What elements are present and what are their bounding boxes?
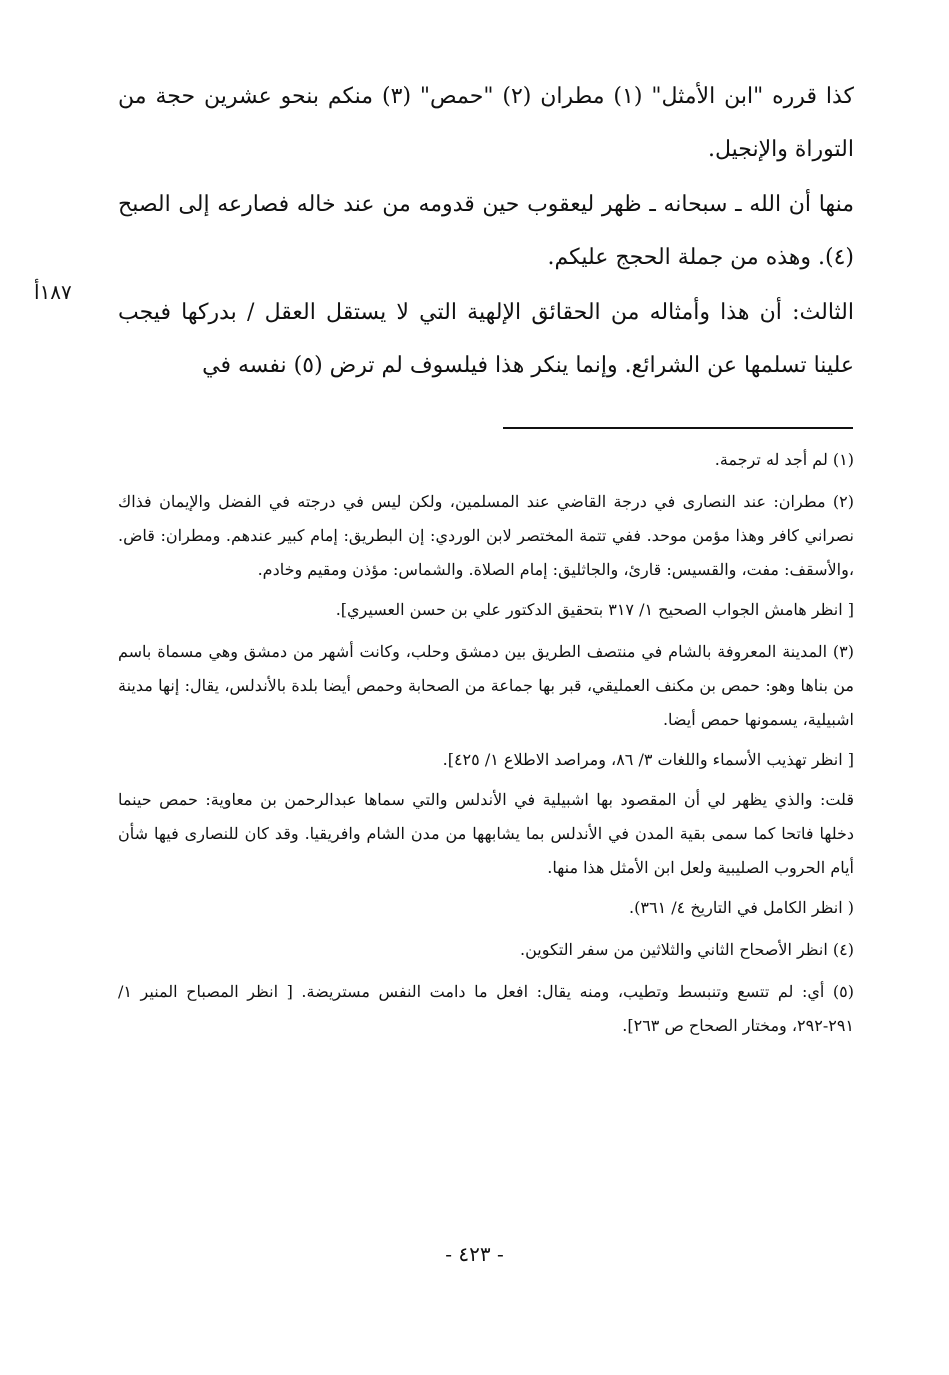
- paragraph-2: منها أن الله ـ سبحانه ـ ظهر ليعقوب حين قدومه من عند خاله فصارعه إلى الصبح (٤). وهذه من جملة الحجج عليكم.: [118, 192, 854, 270]
- footnote-1: (١) لم أجد له ترجمة.: [714, 450, 854, 469]
- footnotes: [118, 443, 854, 1051]
- footnote-separator: [503, 427, 853, 429]
- footnote-3-reference: [ انظر تهذيب الأسماء واللغات ٣/ ٨٦، ومراصد الاطلاع ١/ ٤٢٥].: [442, 750, 854, 769]
- footnote-4: (٤) انظر الأصحاح الثاني والثلاثين من سفر التكوين.: [520, 940, 854, 959]
- footnote-3-comment: قلت: والذي يظهر لي أن المقصود بها اشبيلية في الأندلس والتي سماها عبدالرحمن بن معاوية: حمص حينما دخلها فاتحا كما سمى بقية المدن في الأندلس بما يشابهها من مدن الشام وافريقيا. وقد كان للنصارى فيها شأن أيام الحروب الصليبية ولعل ابن الأمثل هذا منها.: [118, 790, 854, 877]
- page-number: - ٤٢٣ -: [445, 1242, 504, 1266]
- paragraph-3: الثالث: أن هذا وأمثاله من الحقائق الإلهية التي لا يستقل العقل / بدركها فيجب علينا تسلمها عن الشرائع. وإنما ينكر هذا فيلسوف لم ترض (٥) نفسه في: [118, 300, 854, 378]
- footnote-3: [118, 635, 854, 925]
- paragraph-1: كذا قرره "ابن الأمثل" (١) مطران (٢) "حمص" (٣) منكم بنحو عشرين حجة من التوراة والإنجيل.: [118, 84, 855, 162]
- footnote-3-comment-reference: ( انظر الكامل في التاريخ ٤/ ٣٦١).: [629, 898, 854, 917]
- footnote-5: (٥) أي: لم تتسع وتنبسط وتطيب، ومنه يقال: افعل ما دامت النفس مستريضة. [ انظر المصباح المنير ١/ ٢٩١-٢٩٢، ومختار الصحاح ص ٢٦٣].: [118, 982, 854, 1035]
- footnote-3-text: (٣) المدينة المعروفة بالشام في منتصف الطريق بين دمشق وحلب، وكانت أشهر من دمشق وهي مسماة باسم من بناها وهو: حمص بن مكنف العمليقي، قبر بها جماعة من الصحابة وحمص أيضا بلدة بالأندلس، يقال: إنها مدينة اشبيلية، يسمونها حمص أيضا.: [118, 642, 854, 729]
- manuscript-folio-marker: ١٨٧أ: [34, 280, 72, 304]
- main-text: [118, 70, 854, 394]
- footnote-2: [118, 485, 854, 627]
- footnote-2-text: (٢) مطران: عند النصارى في درجة القاضي عند المسلمين، ولكن ليس في درجته في الفضل والإيمان فذاك نصراني كافر وهذا مؤمن موحد. ففي تتمة المختصر لابن الوردي: إن البطريق: إمام كبير عندهم. ومطران: قاض. ،والأسقف: مفت، والقسيس: قارئ، والجاثليق: إمام الصلاة. والشماس: مؤذن ومقيم وخادم.: [118, 492, 854, 579]
- footnote-2-reference: [ انظر هامش الجواب الصحيح ١/ ٣١٧ بتحقيق الدكتور علي بن حسن العسيري].: [335, 600, 854, 619]
